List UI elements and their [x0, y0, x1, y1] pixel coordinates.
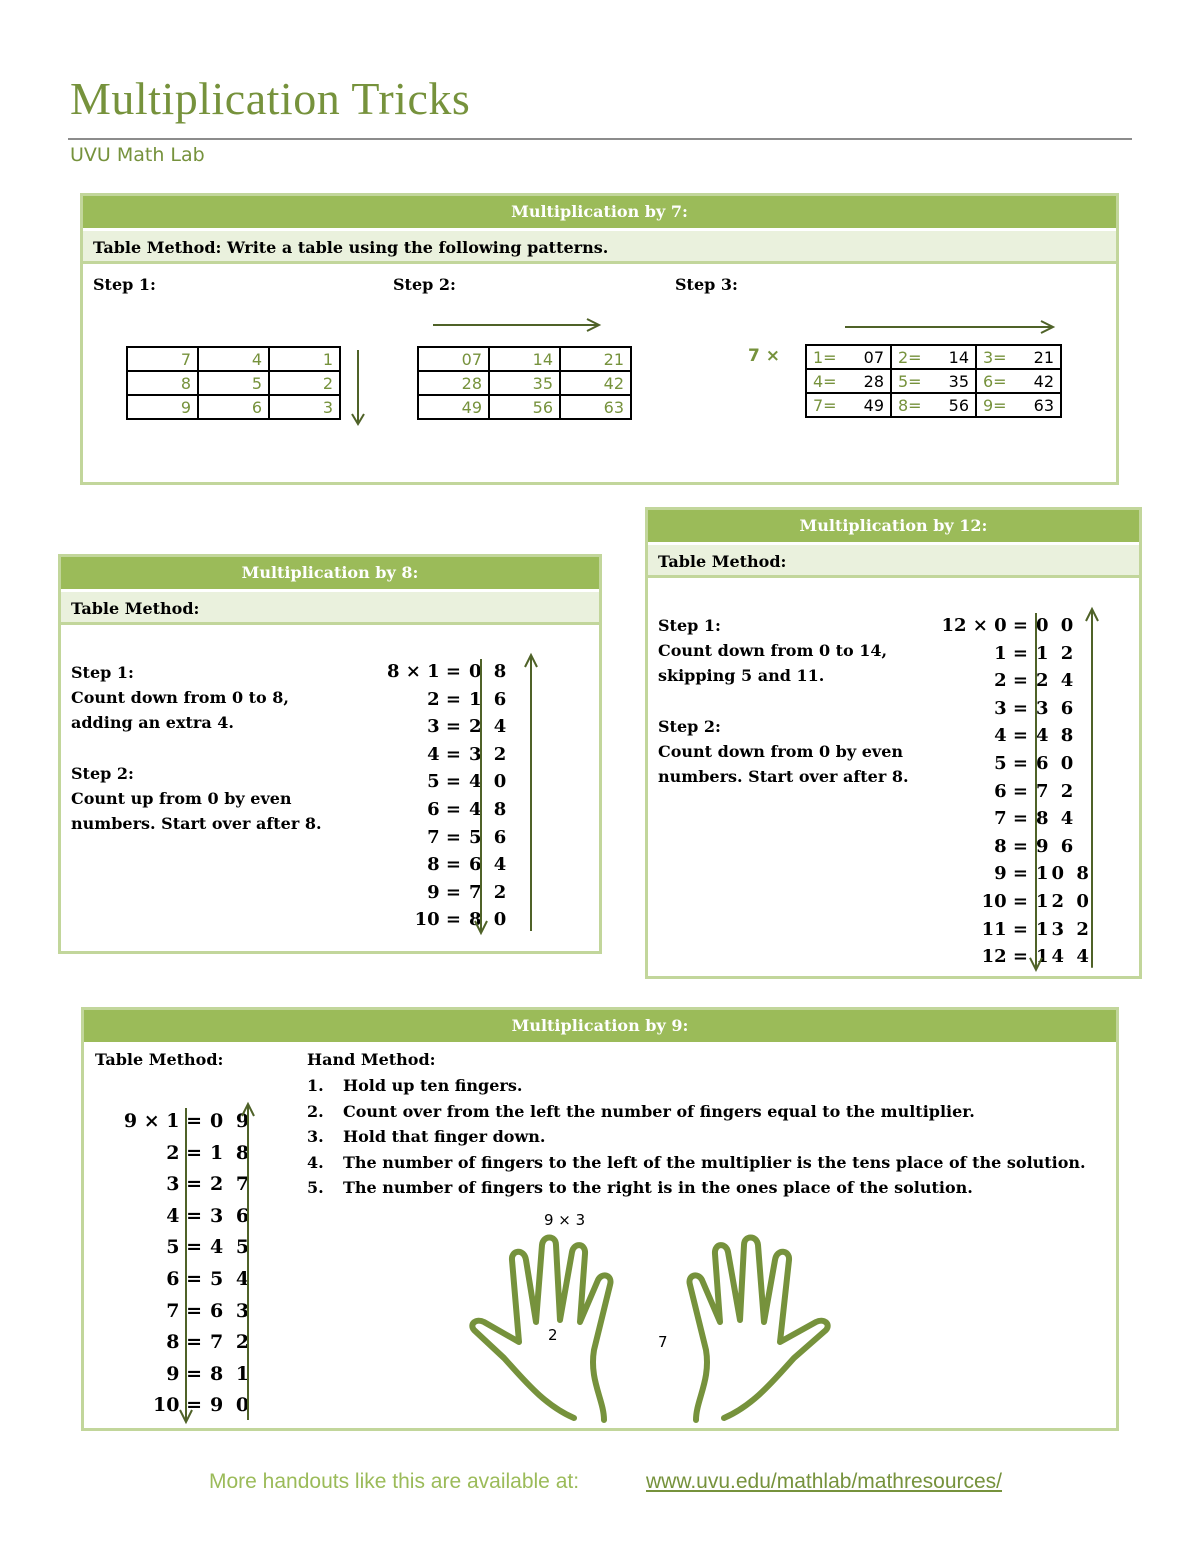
mult12-step2-text: numbers. Start over after 8. — [658, 767, 909, 786]
step-text: Count over from the left the number of fingers equal to the multiplier. — [343, 1101, 975, 1121]
equation-lhs: 12 = — [981, 946, 1028, 968]
step3-right-arrow-icon — [843, 320, 1057, 334]
table-cell: 14 — [489, 347, 560, 371]
pattern-arrows-icon — [1034, 609, 1098, 978]
multiplier: 6= — [983, 371, 1007, 391]
step-number: 4. — [307, 1152, 324, 1172]
product: 35 — [948, 371, 969, 391]
equation-lhs: 5 = — [994, 753, 1028, 774]
list-item — [307, 1124, 1086, 1150]
equation-rhs: 3 2 — [469, 743, 510, 765]
step-text: Hold that finger down. — [343, 1127, 546, 1146]
mult8-step2-text: Count up from 0 by even — [71, 789, 292, 808]
equation-rhs: 12 0 — [1036, 891, 1092, 912]
equation-rhs: 4 8 — [1036, 725, 1077, 747]
equation-lhs: 10 = — [153, 1394, 202, 1417]
equation-rhs: 1 6 — [469, 688, 510, 710]
equation-rhs: 9 0 — [210, 1394, 253, 1417]
left-hand-icon — [472, 1238, 610, 1421]
list-item — [307, 1150, 1086, 1176]
equation-rhs: 5 4 — [210, 1268, 253, 1290]
equation-lhs: 9 = — [427, 881, 461, 903]
table-cell: 3 — [269, 395, 340, 419]
equation-rhs: 6 0 — [1036, 753, 1077, 774]
mult12-step2-text: Count down from 0 by even — [658, 742, 903, 761]
step-number: 3. — [307, 1127, 324, 1146]
multiplier: 5= — [898, 371, 922, 391]
table-cell: 07 — [418, 347, 489, 371]
title-divider — [68, 138, 1132, 140]
equation-lhs: 6 = — [166, 1268, 202, 1290]
multiplier: 8= — [898, 395, 922, 415]
equation-lhs: 2 = — [427, 688, 461, 710]
table-cell: 5 — [198, 371, 269, 395]
mult8-method: Table Method: — [61, 592, 599, 625]
mult7-step1-label: Step 1: — [93, 275, 156, 294]
equation-rhs: 5 6 — [469, 826, 510, 848]
mult8-step2-label: Step 2: — [71, 764, 134, 783]
equation-lhs: 3 = — [427, 716, 461, 738]
equation-lhs: 9 = — [994, 863, 1028, 885]
mult7-step3-label: Step 3: — [675, 275, 738, 294]
equation-rhs: 2 4 — [1036, 670, 1077, 692]
equation-rhs: 4 5 — [210, 1236, 253, 1259]
multiplier: 3= — [983, 347, 1007, 367]
step1-table — [126, 346, 341, 420]
product: 42 — [1033, 371, 1054, 391]
equation-lhs: 5 = — [427, 771, 461, 793]
multiplier: 1= — [813, 347, 837, 367]
step3-table — [805, 344, 1062, 418]
mult7-heading: Multiplication by 7: — [83, 196, 1116, 228]
step2-table — [417, 346, 632, 420]
step-text: Hold up ten fingers. — [343, 1076, 523, 1095]
list-item — [307, 1073, 1086, 1099]
table-cell: 63 — [560, 395, 631, 419]
table-cell: 21 — [560, 347, 631, 371]
pattern-arrows-icon — [184, 1104, 254, 1430]
mult12-step1-text: skipping 5 and 11. — [658, 666, 825, 685]
mult12-step2-label: Step 2: — [658, 717, 721, 736]
footer-link[interactable]: www.uvu.edu/mathlab/mathresources/ — [646, 1470, 1003, 1493]
mult9-table-label: Table Method: — [95, 1050, 224, 1069]
mult7-section — [80, 193, 1119, 485]
equation-rhs: 7 2 — [1036, 780, 1077, 802]
table-cell: 35 — [489, 371, 560, 395]
table-cell: 6 — [198, 395, 269, 419]
mult8-step1-text: Count down from 0 to 8, — [71, 688, 289, 707]
equation-lhs: 9 = — [166, 1362, 202, 1385]
product: 28 — [863, 371, 884, 391]
mult12-heading: Multiplication by 12: — [648, 510, 1139, 542]
table-cell: 2 — [269, 371, 340, 395]
equation-lhs: 5 = — [166, 1236, 202, 1259]
mult9-heading: Multiplication by 9: — [84, 1010, 1116, 1042]
equation-lhs: 10 = — [981, 891, 1028, 912]
equation-rhs: 0 8 — [469, 661, 510, 682]
table-cell: 28 — [418, 371, 489, 395]
equation-rhs: 2 4 — [469, 716, 510, 738]
table-cell: 42 — [560, 371, 631, 395]
equation-lhs: 8 = — [994, 835, 1028, 857]
list-item — [307, 1099, 1086, 1125]
table-cell: 9 — [127, 395, 198, 419]
equation-rhs: 4 0 — [469, 771, 510, 793]
mult12-method: Table Method: — [648, 545, 1139, 578]
mult7-method: Table Method: Write a table using the following patterns. — [83, 231, 1116, 264]
multiplier: 9= — [983, 395, 1007, 415]
equation-rhs: 8 1 — [210, 1362, 253, 1385]
page-subtitle: UVU Math Lab — [70, 144, 205, 166]
equation-rhs: 4 8 — [469, 799, 510, 820]
product: 14 — [948, 347, 969, 367]
table-cell: 4 — [198, 347, 269, 371]
mult7-step2-label: Step 2: — [393, 275, 456, 294]
step-number: 5. — [307, 1178, 324, 1197]
step-number: 2. — [307, 1101, 324, 1121]
table-cell: 1 — [269, 347, 340, 371]
multiplier: 7= — [813, 395, 837, 415]
equation-lhs: 4 = — [427, 743, 461, 765]
equation-lhs: 3 = — [166, 1173, 202, 1196]
table-cell: 56 — [489, 395, 560, 419]
equation-lhs: 8 = — [427, 854, 461, 876]
equation-rhs: 14 4 — [1036, 946, 1092, 968]
equation-lhs: 6 = — [427, 799, 461, 820]
right-hand-icon — [689, 1238, 827, 1421]
equation-lhs: 8 = — [166, 1331, 202, 1354]
step-number: 1. — [307, 1076, 324, 1095]
mult8-step1-text: adding an extra 4. — [71, 713, 234, 732]
equation-rhs: 8 4 — [1036, 808, 1077, 830]
equation-rhs: 13 2 — [1036, 918, 1092, 940]
equation-lhs: 2 = — [994, 670, 1028, 692]
equation-lhs: 4 = — [994, 725, 1028, 747]
product: 21 — [1033, 347, 1054, 367]
page-title: Multiplication Tricks — [70, 73, 471, 124]
mult8-step2-text: numbers. Start over after 8. — [71, 814, 322, 833]
equation-lhs: 11 = — [981, 918, 1028, 940]
footer-text: More handouts like this are available at: — [209, 1470, 580, 1493]
equation-rhs: 1 8 — [210, 1141, 253, 1164]
pattern-arrows-icon — [479, 655, 537, 941]
left-finger-count: 2 — [548, 1326, 558, 1344]
equation-lhs: 8 × 1 = — [386, 661, 461, 682]
mult8-section — [58, 554, 602, 954]
equation-rhs: 7 2 — [469, 881, 510, 903]
equation-rhs: 0 9 — [210, 1110, 253, 1132]
step-text: The number of fingers to the left of the multiplier is the tens place of the solution. — [343, 1152, 1086, 1172]
equation-rhs: 9 6 — [1036, 835, 1077, 857]
equation-rhs: 3 6 — [210, 1204, 253, 1227]
equation-lhs: 4 = — [166, 1204, 202, 1227]
product: 49 — [863, 395, 884, 415]
equation-lhs: 7 = — [427, 826, 461, 848]
mult9-hand-label: Hand Method: — [307, 1050, 436, 1069]
equation-lhs: 12 × 0 = — [941, 615, 1028, 636]
step1-down-arrow-icon — [351, 348, 365, 428]
equation-lhs: 6 = — [994, 780, 1028, 802]
equation-rhs: 2 7 — [210, 1173, 253, 1196]
right-finger-count: 7 — [658, 1333, 668, 1351]
equation-rhs: 6 3 — [210, 1299, 253, 1322]
step3-prefix: 7 × — [748, 346, 780, 366]
mult8-heading: Multiplication by 8: — [61, 557, 599, 589]
equation-rhs: 7 2 — [210, 1331, 253, 1354]
equation-rhs: 1 2 — [1036, 642, 1077, 664]
equation-lhs: 9 × 1 = — [123, 1110, 202, 1132]
table-cell: 8 — [127, 371, 198, 395]
mult12-step1-text: Count down from 0 to 14, — [658, 641, 888, 660]
equation-lhs: 7 = — [994, 808, 1028, 830]
equation-lhs: 2 = — [166, 1141, 202, 1164]
hand-method-steps — [307, 1073, 1086, 1201]
equation-rhs: 8 0 — [469, 909, 510, 931]
table-cell: 49 — [418, 395, 489, 419]
product: 56 — [948, 395, 969, 415]
list-item — [307, 1175, 1086, 1201]
equation-lhs: 10 = — [414, 909, 461, 931]
mult8-step1-label: Step 1: — [71, 663, 134, 682]
hands-illustration — [464, 1230, 864, 1425]
multiplier: 4= — [813, 371, 837, 391]
equation-lhs: 7 = — [166, 1299, 202, 1322]
equation-rhs: 10 8 — [1036, 863, 1092, 885]
table-cell: 7 — [127, 347, 198, 371]
equation-rhs: 0 0 — [1036, 615, 1077, 636]
mult12-section — [645, 507, 1142, 979]
step2-right-arrow-icon — [431, 318, 603, 332]
hands-caption: 9 × 3 — [544, 1211, 586, 1229]
equation-rhs: 3 6 — [1036, 697, 1077, 719]
step-text: The number of fingers to the right is in the ones place of the solution. — [343, 1178, 973, 1197]
product: 63 — [1033, 395, 1054, 415]
mult9-section — [81, 1007, 1119, 1431]
equation-lhs: 1 = — [994, 642, 1028, 664]
equation-lhs: 3 = — [994, 697, 1028, 719]
equation-rhs: 6 4 — [469, 854, 510, 876]
multiplier: 2= — [898, 347, 922, 367]
product: 07 — [863, 347, 884, 367]
mult12-step1-label: Step 1: — [658, 616, 721, 635]
